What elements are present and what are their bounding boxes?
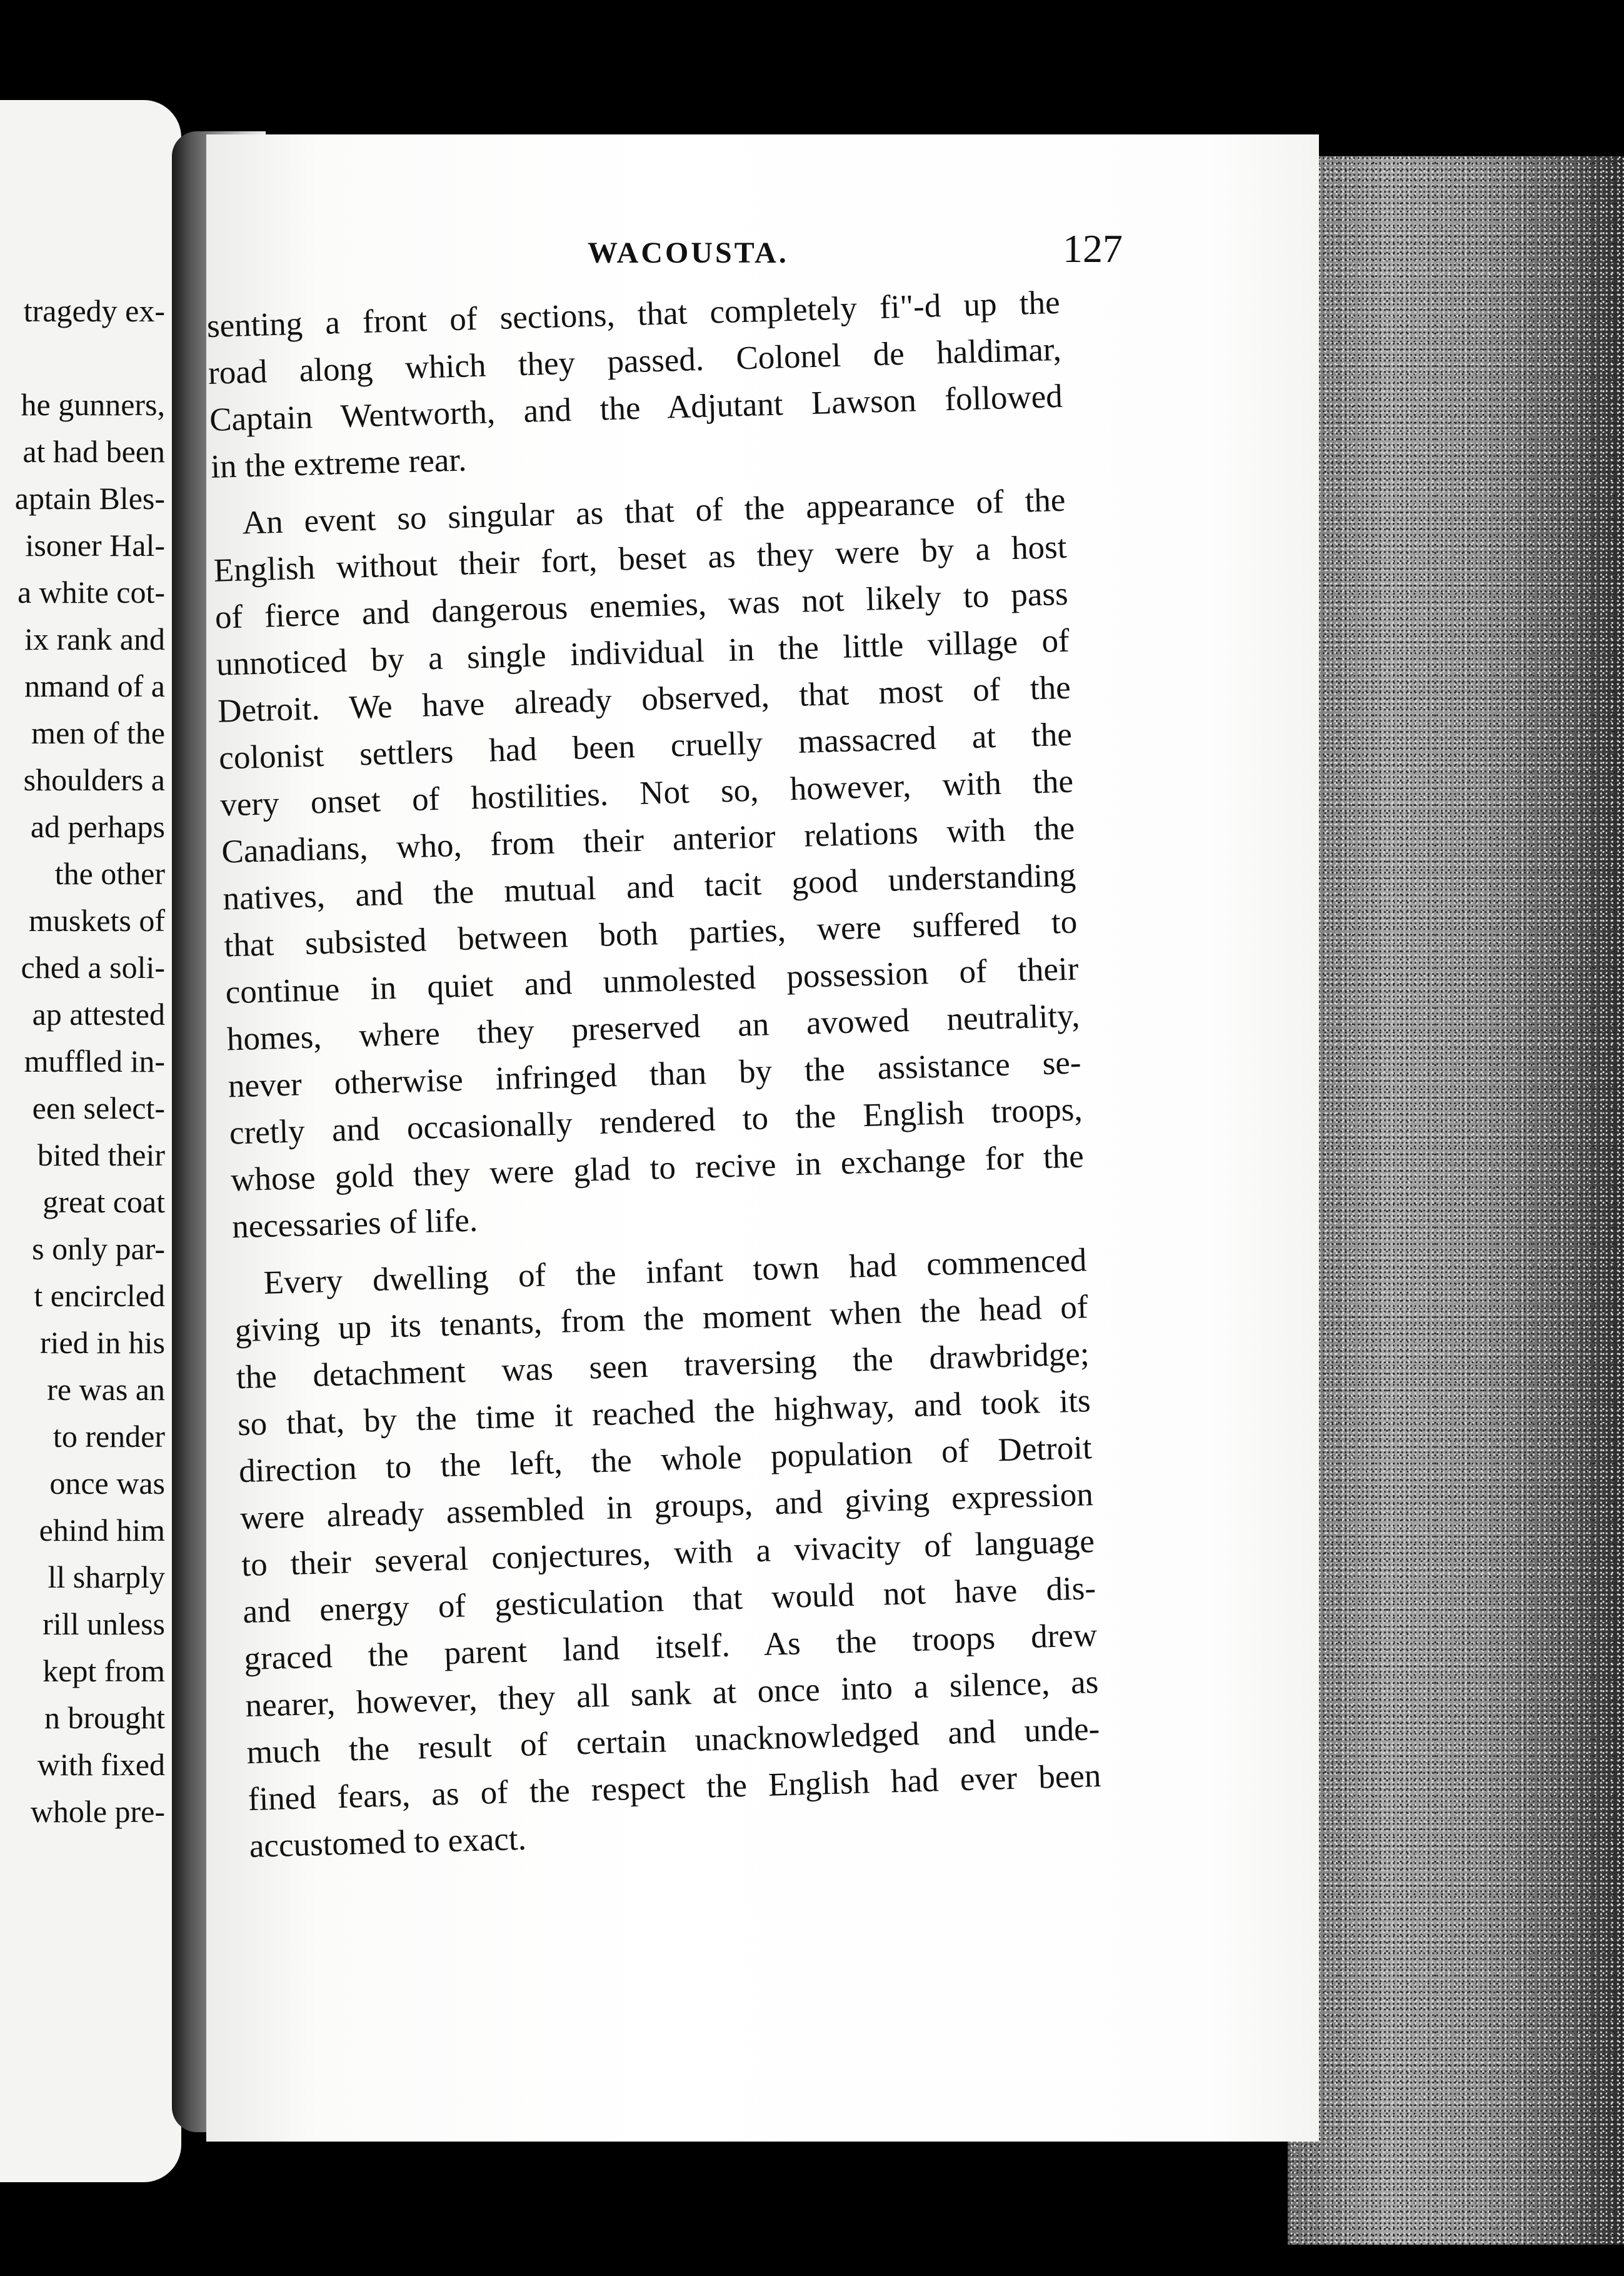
text-line: natives, and the mutual and tacit good understanding xyxy=(222,857,1076,917)
text-line: much the result of certain unacknowledged and unde- xyxy=(246,1710,1101,1771)
text-line: very onset of hostilities. Not so, however, with the xyxy=(219,763,1074,823)
previous-page-line: n brought xyxy=(44,1700,165,1735)
text-line: giving up its tenants, from the moment when the head of xyxy=(234,1289,1089,1349)
text-line: Captain Wentworth, and the Adjutant Lawson followed xyxy=(209,378,1063,438)
previous-page-line: t encircled xyxy=(34,1278,165,1313)
text-line: nearer, however, they all sank at once into a silence, as xyxy=(244,1664,1099,1725)
text-line: Every dwelling of the infant town had commenced xyxy=(263,1242,1088,1302)
previous-page-line: nmand of a xyxy=(24,668,165,703)
paragraph xyxy=(206,272,1324,491)
previous-page-line: once was xyxy=(49,1466,165,1501)
text-line: were already assembled in groups, and giving expression xyxy=(239,1476,1094,1537)
previous-page-line: ix rank and xyxy=(24,622,165,657)
previous-page-line: the other xyxy=(54,856,165,891)
current-page xyxy=(206,134,1319,2142)
page-number: 127 xyxy=(1063,226,1123,271)
previous-page-line: he gunners, xyxy=(21,387,165,422)
text-line: road along which they passed. Colonel de haldimar, xyxy=(208,331,1062,391)
text-line: unnoticed by a single individual in the little village of xyxy=(216,622,1070,683)
text-line: direction to the left, the whole population of Detroit xyxy=(238,1429,1093,1490)
previous-page-line: at had been xyxy=(23,434,165,469)
previous-page-line: ap attested xyxy=(32,997,165,1032)
previous-page-line: great coat xyxy=(43,1184,165,1219)
text-line: cretly and occasionally rendered to the English troops, xyxy=(229,1091,1083,1152)
previous-page-line: muskets of xyxy=(28,903,165,938)
text-line: never otherwise infringed than by the assistance se- xyxy=(228,1044,1082,1105)
text-line: continue in quiet and unmolested possession of their xyxy=(224,950,1080,1011)
running-head: WACOUSTA. xyxy=(588,236,789,269)
previous-page-line: ehind him xyxy=(39,1513,165,1548)
previous-page-line: ried in his xyxy=(40,1325,165,1360)
previous-page-line: men of the xyxy=(31,715,165,750)
text-line: Detroit. We have already observed, that most of the xyxy=(217,669,1071,730)
previous-page-line: whole pre- xyxy=(30,1794,165,1829)
previous-page-line: re was an xyxy=(47,1372,165,1407)
body-text xyxy=(206,272,1362,1870)
previous-page-line: rill unless xyxy=(43,1606,165,1641)
previous-page-line: with fixed xyxy=(37,1747,165,1782)
text-line: An event so singular as that of the appearance of the xyxy=(242,481,1066,541)
previous-page-line: ll sharply xyxy=(48,1559,165,1594)
text-line: in the extreme rear. xyxy=(210,441,468,485)
text-line: accustomed to exact. xyxy=(249,1820,527,1865)
text-line: so that, by the time it reached the highway, and took its xyxy=(237,1382,1091,1443)
text-line: of fierce and dangerous enemies, was not likely to pass xyxy=(214,575,1069,636)
previous-page-line: muffled in- xyxy=(24,1044,165,1079)
previous-page-line: ad perhaps xyxy=(30,809,165,844)
previous-page-line: tragedy ex- xyxy=(23,293,165,328)
text-line: English without their fort, beset as they were by a host xyxy=(213,528,1068,589)
previous-page-line: to render xyxy=(53,1419,165,1454)
text-line: that subsisted between both parties, were suffered to xyxy=(223,904,1078,964)
previous-page-line: shoulders a xyxy=(23,762,165,797)
text-line: graced the parent land itself. As the troops drew xyxy=(243,1617,1098,1678)
previous-page-line: isoner Hal- xyxy=(25,528,165,563)
text-line: senting a front of sections, that completely fi"-d up the xyxy=(206,284,1061,345)
previous-page-line: ched a soli- xyxy=(21,950,165,985)
text-line: colonist settlers had been cruelly massacred at the xyxy=(218,716,1073,777)
previous-page-line: s only par- xyxy=(32,1231,165,1266)
text-line: Canadians, who, from their anterior relations with the xyxy=(221,810,1075,870)
previous-page-line: kept from xyxy=(43,1653,165,1688)
text-line: fined fears, as of the respect the English had ever been xyxy=(248,1757,1102,1818)
text-line: necessaries of life. xyxy=(231,1202,478,1246)
paragraph xyxy=(212,470,1345,1251)
previous-page-line xyxy=(15,335,165,381)
previous-page xyxy=(0,100,181,2182)
paragraph xyxy=(233,1230,1363,1870)
previous-page-line: aptain Bles- xyxy=(14,481,165,516)
previous-page-line: een select- xyxy=(32,1090,165,1125)
text-line: to their several conjectures, with a vivacity of language xyxy=(241,1523,1095,1584)
previous-page-line: a white cot- xyxy=(17,575,165,610)
text-line: and energy of gesticulation that would not have dis- xyxy=(242,1570,1096,1631)
text-line: whose gold they were glad to recive in exchange for the xyxy=(230,1138,1085,1199)
previous-page-line: bited their xyxy=(37,1137,165,1172)
text-line: the detachment was seen traversing the drawbridge; xyxy=(236,1336,1090,1396)
previous-page-text xyxy=(15,288,165,1835)
text-line: homes, where they preserved an avowed neutrality, xyxy=(226,997,1081,1058)
